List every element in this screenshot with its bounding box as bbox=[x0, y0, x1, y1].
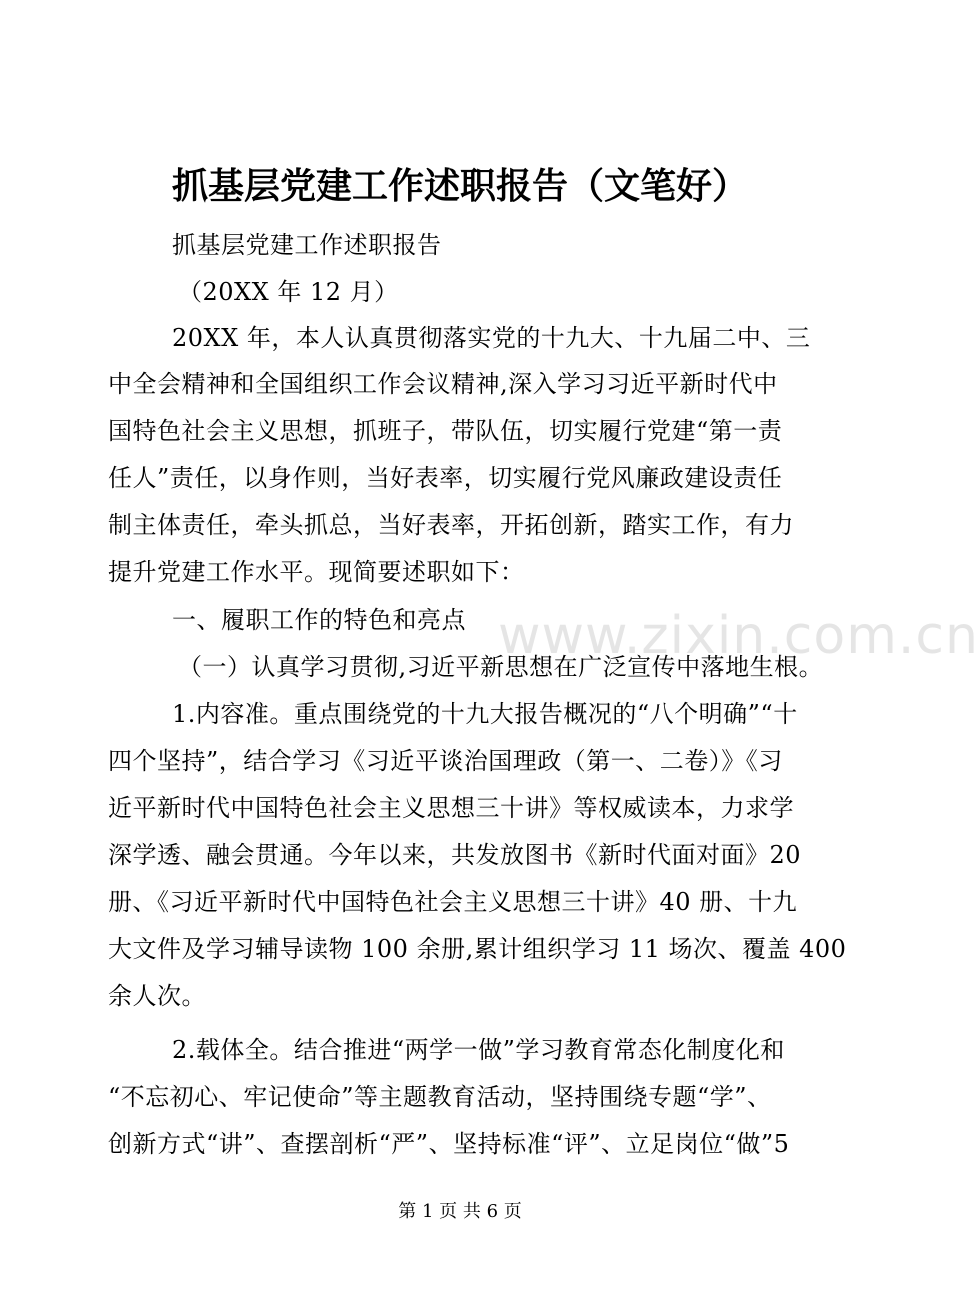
document-title: 抓基层党建工作述职报告（文笔好） bbox=[171, 165, 748, 207]
paragraph-line: “不忘初心、牢记使命”等主题教育活动，坚持围绕专题“学”、 bbox=[108, 1083, 772, 1111]
paragraph-line: 提升党建工作水平。现简要述职如下： bbox=[108, 558, 525, 586]
paragraph-line: 中全会精神和全国组织工作会议精神,深入学习习近平新时代中 bbox=[108, 370, 778, 398]
paragraph-line: 创新方式“讲”、查摆剖析“严”、坚持标准“评”、立足岗位“做”5 bbox=[108, 1130, 790, 1158]
paragraph-line: 近平新时代中国特色社会主义思想三十讲》等权威读本，力求学 bbox=[108, 794, 794, 822]
subtitle-line: 抓基层党建工作述职报告 bbox=[172, 231, 442, 259]
paragraph-line: 制主体责任，牵头抓总，当好表率，开拓创新，踏实工作，有力 bbox=[108, 511, 794, 539]
subsection-heading: （一）认真学习贯彻,习近平新思想在广泛宣传中落地生根。 bbox=[178, 653, 824, 681]
section-heading: 一、履职工作的特色和亮点 bbox=[172, 606, 466, 634]
paragraph-line: 任人”责任，以身作则，当好表率，切实履行党风廉政建设责任 bbox=[108, 464, 783, 492]
page-number-footer: 第 1 页 共 6 页 bbox=[398, 1201, 522, 1222]
watermark: www.zixin.com.cn bbox=[498, 606, 979, 666]
document-body bbox=[108, 222, 847, 1168]
date-line: （20XX 年 12 月） bbox=[178, 278, 399, 306]
paragraph-line: 20XX 年，本人认真贯彻落实党的十九大、十九届二中、三 bbox=[172, 324, 811, 352]
paragraph-line: 余人次。 bbox=[108, 982, 206, 1010]
paragraph-line: 1.内容准。重点围绕党的十九大报告概况的“八个明确”“十 bbox=[172, 700, 798, 728]
paragraph-line: 2.载体全。结合推进“两学一做”学习教育常态化制度化和 bbox=[172, 1036, 785, 1064]
paragraph-line: 四个坚持”，结合学习《习近平谈治国理政（第一、二卷）》《习 bbox=[108, 747, 783, 775]
paragraph-line: 册、《习近平新时代中国特色社会主义思想三十讲》40 册、十九 bbox=[108, 888, 798, 916]
paragraph-line: 大文件及学习辅导读物 100 余册,累计组织学习 11 场次、覆盖 400 bbox=[108, 935, 847, 963]
paragraph-line: 国特色社会主义思想，抓班子，带队伍，切实履行党建“第一责 bbox=[108, 417, 783, 445]
paragraph-line: 深学透、融会贯通。今年以来，共发放图书《新时代面对面》20 bbox=[108, 841, 802, 869]
